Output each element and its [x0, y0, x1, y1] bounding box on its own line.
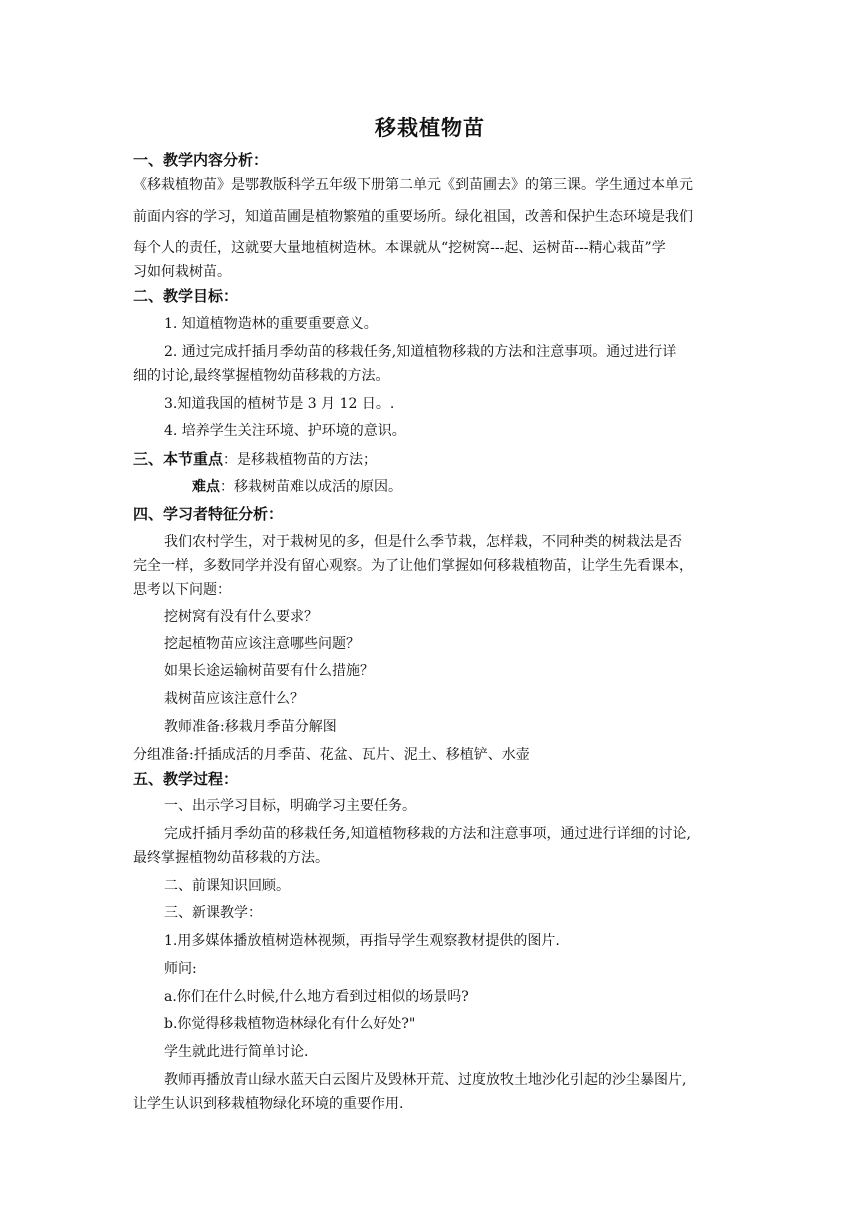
process-step-1: 一、出示学习目标，明确学习主要任务。 [164, 798, 416, 814]
goal-1: 1. 知道植物造林的重要重要意义。 [164, 316, 378, 332]
section-1-line-1: 《移栽植物苗》是鄂教版科学五年级下册第二单元《到苗圃去》的第三课。学生通过本单元 [133, 177, 693, 193]
new-lesson-item-1: 1.用多媒体播放植树造林视频，再指导学生观察教材提供的图片. [164, 933, 560, 949]
section-3-line [133, 449, 377, 470]
question-b: b.你觉得移栽植物造林绿化有什么好处?" [164, 1016, 416, 1032]
difficulty-line [192, 477, 402, 497]
question-3: 如果长途运输树苗要有什么措施？ [164, 663, 374, 679]
learner-paragraph-line-3: 思考以下问题： [133, 582, 231, 598]
learner-paragraph-line-2: 完全一样，多数同学并没有留心观察。为了让他们掌握如何移栽植物苗，让学生先看课本， [133, 558, 693, 574]
document-title: 移栽植物苗 [375, 116, 485, 140]
section-2-heading: 二、教学目标： [133, 287, 239, 305]
final-paragraph-line-2: 让学生认识到移栽植物绿化环境的重要作用. [133, 1096, 404, 1112]
goal-2-line-2: 细的讨论,最终掌握植物幼苗移栽的方法。 [133, 368, 390, 384]
section-4-heading: 四、学习者特征分析： [133, 505, 284, 523]
question-1: 挖树窝有没有什么要求？ [164, 609, 318, 625]
section-1-heading: 一、教学内容分析： [133, 151, 269, 169]
section-1-line-2: 前面内容的学习，知道苗圃是植物繁殖的重要场所。绿化祖国，改善和保护生态环境是我们 [133, 209, 693, 225]
group-preparation: 分组准备:扦插成活的月季苗、花盆、瓦片、泥土、移植铲、水壶 [133, 747, 530, 763]
teacher-preparation: 教师准备:移栽月季苗分解图 [164, 719, 337, 735]
section-3-heading: 三、本节重点 [133, 450, 224, 468]
section-5-heading: 五、教学过程： [133, 770, 239, 788]
teacher-asks: 师问: [164, 961, 197, 977]
learner-paragraph-line-1: 我们农村学生，对于栽树见的多，但是什么季节栽，怎样栽，不同种类的树栽法是否 [164, 534, 682, 550]
section-1-line-3: 每个人的责任，这就要大量地植树造林。本课就从“挖树窝---起、运树苗---精心栽苗”学 [133, 240, 666, 256]
process-step-3: 三、新课教学： [164, 905, 262, 921]
student-discussion: 学生就此进行简单讨论. [164, 1044, 309, 1060]
final-paragraph-line-1: 教师再播放青山绿水蓝天白云图片及毁林开荒、过度放牧土地沙化引起的沙尘暴图片, [164, 1072, 687, 1088]
difficulty-label: 难点 [192, 479, 220, 495]
goal-4: 4. 培养学生关注环境、护环境的意识。 [164, 423, 406, 439]
process-step-2: 二、前课知识回顾。 [164, 878, 290, 894]
key-point-text: ：是移栽植物苗的方法； [223, 452, 378, 468]
goal-2-line-1: 2. 通过完成扦插月季幼苗的移栽任务,知道植物移栽的方法和注意事项。通过进行详 [164, 344, 677, 360]
question-a: a.你们在什么时候,什么地方看到过相似的场景吗? [164, 989, 469, 1005]
question-4: 栽树苗应该注意什么？ [164, 691, 304, 707]
question-2: 挖起植物苗应该注意哪些问题？ [164, 636, 360, 652]
process-step-1-detail-line-2: 最终掌握植物幼苗移栽的方法。 [133, 850, 329, 866]
difficulty-text: ：移栽树苗难以成活的原因。 [220, 479, 402, 495]
section-1-line-4: 习如何栽树苗。 [133, 264, 231, 280]
goal-3: 3.知道我国的植树节是 3 月 12 日。. [164, 396, 395, 412]
process-step-1-detail-line-1: 完成扦插月季幼苗的移栽任务,知道植物移栽的方法和注意事项，通过进行详细的讨论, [164, 826, 691, 842]
